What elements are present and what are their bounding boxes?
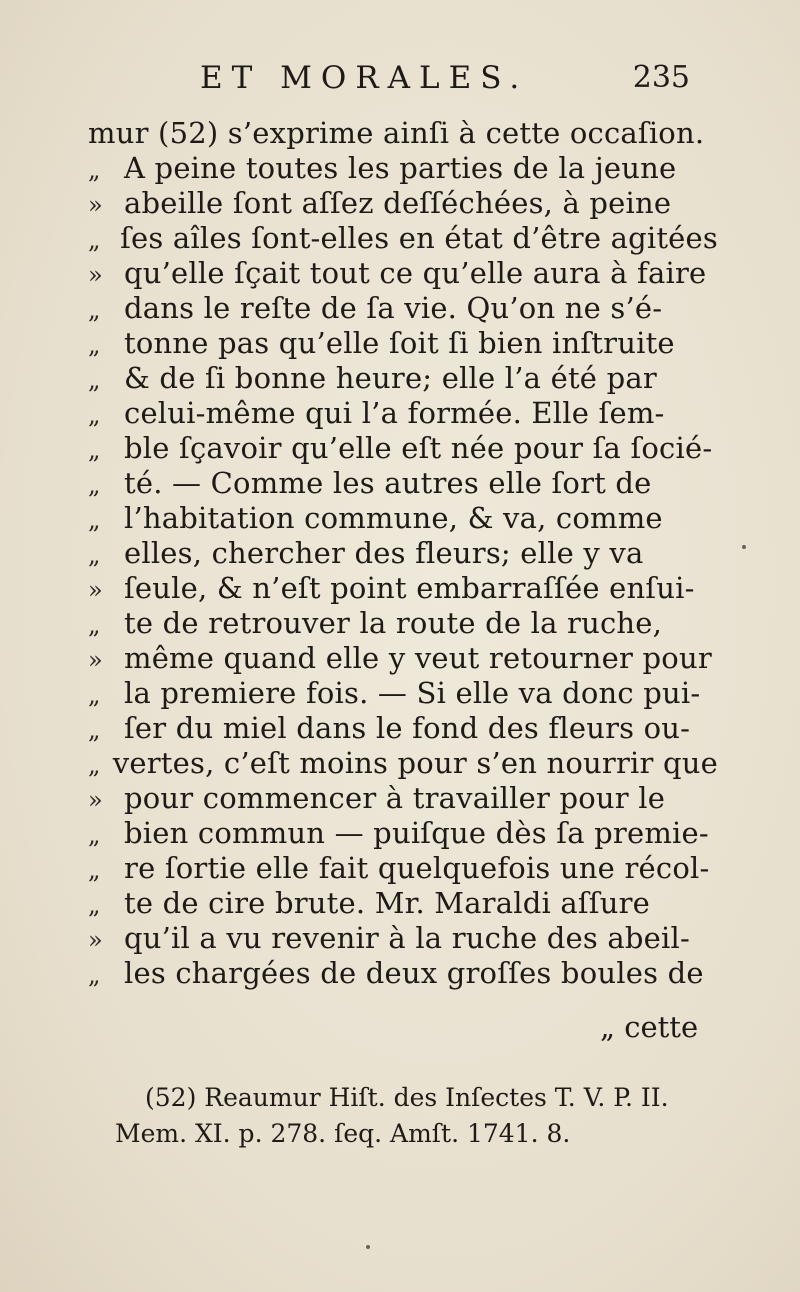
line-text: qu’elle ſçait tout ce qu’elle aura à faire: [124, 256, 707, 290]
quote-mark: »: [88, 261, 103, 289]
line-text: vertes, c’eſt moins pour s’en nourrir que: [112, 746, 718, 780]
line-text: qu’il a vu revenir à la ruche des abeil-: [124, 921, 690, 955]
quote-mark: „: [88, 471, 101, 499]
text-line: [88, 571, 718, 606]
text-line: [88, 396, 718, 431]
text-line: [88, 921, 718, 956]
line-text: dans le reſte de ſa vie. Qu’on ne s’é-: [124, 291, 663, 325]
line-text: l’habitation commune, & va, comme: [124, 501, 663, 535]
text-line: [88, 816, 718, 851]
text-line: [88, 256, 718, 291]
text-line: [88, 326, 718, 361]
quote-mark: »: [88, 576, 103, 604]
footnote-line: (52) Reaumur Hiſt. des Inſectes T. V. P. II.: [145, 1083, 669, 1112]
line-text: celui-même qui l’a formée. Elle ſem-: [124, 396, 665, 430]
quote-mark: „: [88, 156, 101, 184]
quote-mark: „: [88, 401, 101, 429]
text-line: [88, 186, 718, 221]
quote-mark: „: [88, 331, 101, 359]
text-line: [88, 466, 718, 501]
line-text: elles, chercher des fleurs; elle y va: [124, 536, 644, 570]
quote-mark: »: [88, 926, 103, 954]
text-line: [88, 851, 718, 886]
line-text: A peine toutes les parties de la jeune: [124, 151, 677, 185]
text-line: [88, 676, 718, 711]
line-text: té. — Comme les autres elle ſort de: [124, 466, 652, 500]
text-line: [88, 221, 718, 256]
quote-mark: „: [88, 751, 101, 779]
line-text: ſes aîles ſont-elles en état d’être agitées: [120, 221, 718, 255]
quote-mark: „: [88, 961, 101, 989]
footnote: [115, 1080, 755, 1152]
line-text: la premiere fois. — Si elle va donc pui-: [124, 676, 701, 710]
text-line: [88, 711, 718, 746]
line-text: ſer du miel dans le fond des fleurs ou-: [124, 711, 691, 745]
line-text: te de cire brute. Mr. Maraldi aſſure: [124, 886, 651, 920]
line-text: pour commencer à travailler pour le: [124, 781, 666, 815]
text-line: [88, 781, 718, 816]
body-text: [88, 116, 718, 991]
line-text: les chargées de deux groſſes boules de: [124, 956, 704, 990]
line-text: & de ſi bonne heure; elle l’a été par: [124, 361, 657, 395]
text-line: [88, 606, 718, 641]
text-line: [88, 151, 718, 186]
paper-speck: [366, 1245, 370, 1249]
text-line: [88, 746, 718, 781]
line-text: re ſortie elle fait quelquefois une récol-: [124, 851, 710, 885]
text-line: [88, 956, 718, 991]
quote-mark: „: [88, 436, 101, 464]
text-line: [88, 116, 718, 151]
text-line: [88, 886, 718, 921]
paper-speck: [742, 545, 746, 549]
quote-mark: »: [88, 191, 103, 219]
line-text: ſeule, & n’eſt point embarraſſée enſui-: [124, 571, 695, 605]
line-text: tonne pas qu’elle ſoit ſi bien inſtruite: [124, 326, 675, 360]
footnote-line: Mem. XI. p. 278. ſeq. Amſt. 1741. 8.: [115, 1119, 571, 1148]
page-header: [200, 60, 690, 110]
text-line: [88, 361, 718, 396]
quote-mark: „: [88, 856, 101, 884]
quote-mark: „: [88, 506, 101, 534]
quote-mark: »: [88, 786, 103, 814]
catchword: „ cette: [600, 1010, 699, 1044]
text-line: [88, 641, 718, 676]
quote-mark: „: [88, 821, 101, 849]
line-text: bien commun — puiſque dès ſa premie-: [124, 816, 709, 850]
line-text: même quand elle y veut retourner pour: [124, 641, 712, 675]
quote-mark: »: [88, 646, 103, 674]
quote-mark: „: [88, 611, 101, 639]
quote-mark: „: [88, 541, 101, 569]
running-head: ET MORALES.: [200, 60, 529, 96]
text-line: [88, 501, 718, 536]
line-text: te de retrouver la route de la ruche,: [124, 606, 663, 640]
quote-mark: „: [88, 681, 101, 709]
line-text: abeille ſont aſſez deſſéchées, à peine: [124, 186, 672, 220]
quote-mark: „: [88, 226, 101, 254]
text-line: [88, 291, 718, 326]
text-line: [88, 431, 718, 466]
quote-mark: „: [88, 716, 101, 744]
quote-mark: „: [88, 891, 101, 919]
quote-mark: „: [88, 366, 101, 394]
line-text: mur (52) s’exprime ainſi à cette occaſion.: [88, 116, 705, 150]
quote-mark: „: [88, 296, 101, 324]
page-number: 235: [632, 60, 690, 95]
line-text: ble ſçavoir qu’elle eſt née pour ſa ſocié-: [124, 431, 713, 465]
text-line: [88, 536, 718, 571]
